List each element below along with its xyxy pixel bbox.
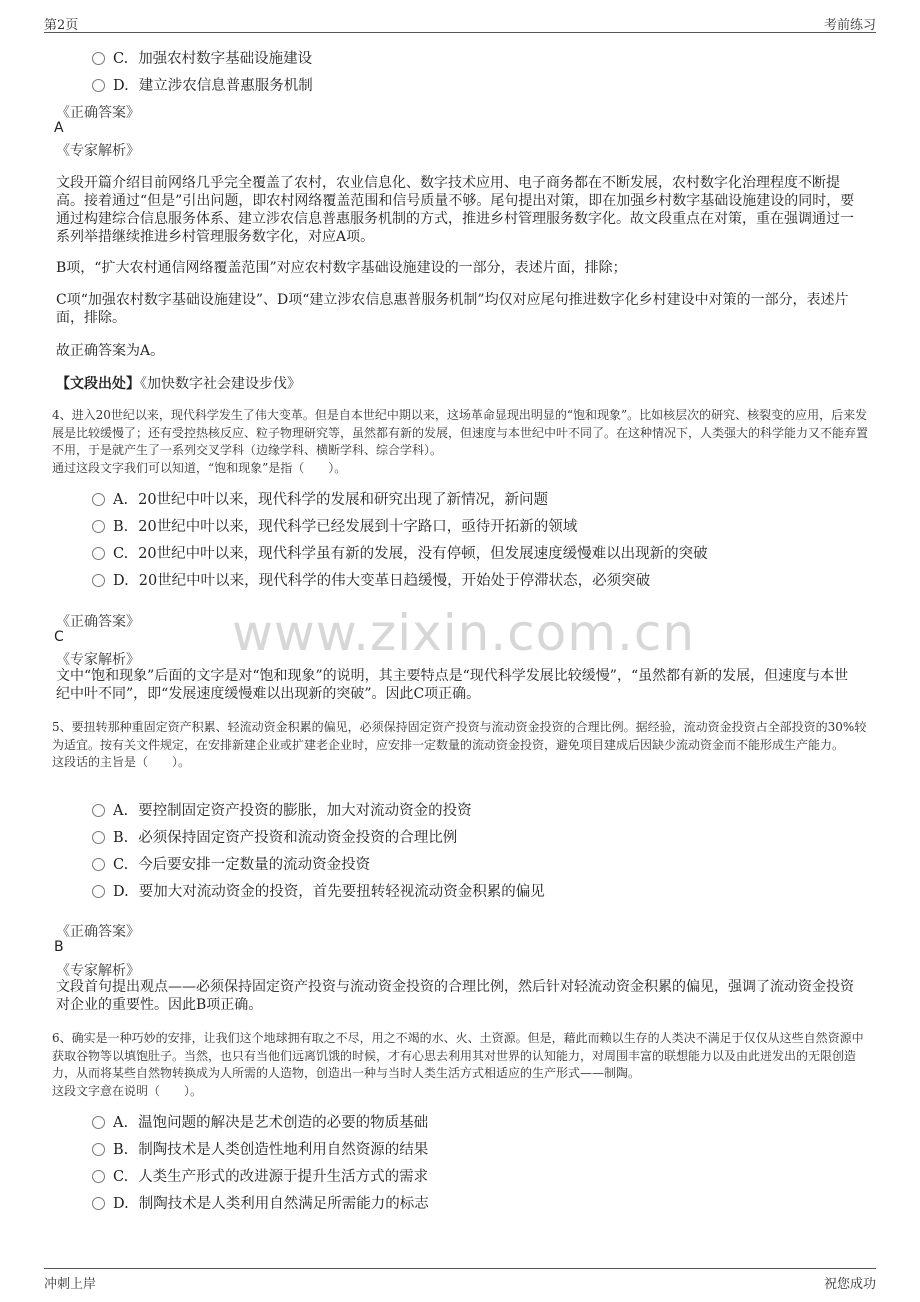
- answer-value: C: [54, 629, 64, 645]
- radio-icon[interactable]: [92, 547, 105, 560]
- q6-option-d[interactable]: D. 制陶技术是人类利用自然满足所需能力的标志: [92, 1192, 429, 1213]
- radio-icon[interactable]: [92, 885, 105, 898]
- radio-icon[interactable]: [92, 858, 105, 871]
- radio-icon[interactable]: [92, 493, 105, 506]
- analysis-paragraph: 文段首句提出观点——必须保持固定资产投资与流动资金投资的合理比例，然后针对轻流动资金积累的偏见，强调了流动资金投资对企业的重要性。因此B项正确。: [56, 979, 854, 1013]
- answer-value: B: [54, 939, 64, 955]
- q5-option-d[interactable]: D. 要加大对流动资金的投资，首先要扭转轻视流动资金积累的偏见: [92, 880, 545, 901]
- q4-option-d[interactable]: D. 20世纪中叶以来，现代科学的伟大变革日趋缓慢，开始处于停滞状态，必须突破: [92, 569, 650, 590]
- q3-option-c[interactable]: C. 加强农村数字基础设施建设: [92, 47, 312, 68]
- q4-option-c[interactable]: C. 20世纪中叶以来，现代科学虽有新的发展，没有停顿，但发展速度缓慢难以出现新的突破: [92, 542, 708, 563]
- q3-option-d[interactable]: D. 建立涉农信息普惠服务机制: [92, 74, 313, 95]
- radio-icon[interactable]: [92, 52, 105, 65]
- radio-icon[interactable]: [92, 1197, 105, 1210]
- analysis-paragraph: 文段开篇介绍目前网络几乎完全覆盖了农村，农业信息化、数字技术应用、电子商务都在不断发展，农村数字化治理程度不断提高。接着通过“但是”引出问题，即农村网络覆盖范围和信号质量不够。尾句提出对策，即在加强乡村数字基础设施建设的同时，要通过构建综合信息服务体系、建立涉农信息普惠服务机制的方式，推进乡村管理服务数字化。故文段重点在对策，重在强调通过一系列举措继续推进乡村管理服务数字化，对应A项。: [56, 175, 855, 245]
- radio-icon[interactable]: [92, 1116, 105, 1129]
- analysis-label: 《专家解析》: [56, 963, 140, 979]
- question-prompt: 这段话的主旨是（ ）。: [52, 755, 191, 769]
- source-tag: 【文段出处】: [56, 376, 140, 392]
- answer-label: 《正确答案》: [56, 924, 140, 940]
- footer-right-text: 祝您成功: [823, 1277, 876, 1292]
- analysis-paragraph: 故正确答案为A。: [56, 343, 165, 359]
- q5-option-a[interactable]: A. 要控制固定资产投资的膨胀，加大对流动资金的投资: [92, 799, 472, 820]
- answer-value: A: [54, 120, 64, 136]
- q4-option-a[interactable]: A. 20世纪中叶以来，现代科学的发展和研究出现了新情况，新问题: [92, 488, 548, 509]
- radio-icon[interactable]: [92, 804, 105, 817]
- analysis-paragraph: B项，“扩大农村通信网络覆盖范围”对应农村数字基础设施建设的一部分，表述片面，排除；: [56, 260, 627, 276]
- analysis-paragraph: 文中“饱和现象”后面的文字是对“饱和现象”的说明，其主要特点是“现代科学发展比较缓慢”，“虽然都有新的发展，但速度与本世纪中叶不同”，即“发展速度缓慢难以出现新的突破”。因此C项正确。: [56, 668, 849, 702]
- radio-icon[interactable]: [92, 1170, 105, 1183]
- source-title: 《加快数字社会建设步伐》: [140, 376, 301, 392]
- watermark: www.zixin.com.cn: [232, 604, 696, 662]
- header-title: 考前练习: [823, 18, 876, 33]
- q6-option-b[interactable]: B. 制陶技术是人类创造性地利用自然资源的结果: [92, 1138, 428, 1159]
- q4-option-b[interactable]: B. 20世纪中叶以来，现代科学已经发展到十字路口，亟待开拓新的领域: [92, 515, 577, 536]
- radio-icon[interactable]: [92, 1143, 105, 1156]
- source-citation: [56, 373, 301, 393]
- question-stem: 4、进入20世纪以来，现代科学发生了伟大变革。但是自本世纪中期以来，这场革命显现出明显的“饱和现象”。比如核层次的研究、核裂变的应用，后来发展是比较缓慢了；还有受控热核反应、粒子物理研究等，虽然都有新的发展，但速度与本世纪中叶不同了。在这种情况下，人类强大的科学能力又不能弃置不用，于是就产生了一系列交叉学科（边缘学科、横断学科、综合学科）。 通过这段文字我们可以知道，“饱和现象”是指（ ）。: [52, 407, 870, 477]
- question-stem: 6、确实是一种巧妙的安排，让我们这个地球拥有取之不尽，用之不竭的水、火、土资源。但是，藉此而赖以生存的人类决不满足于仅仅从这些自然资源中获取谷物等以填饱肚子。当然，也只有当他们远离饥饿的时候，才有心思去利用其对世界的认知能力，对周围丰富的联想能力以及由此迸发出的无限创造力，从而将某些自然物转换成为人所需的人造物，创造出一种与当时人类生活方式相适应的生产形式——制陶。 这段文字意在说明（ ）。: [52, 1030, 870, 1100]
- question-prompt: 通过这段文字我们可以知道，“饱和现象”是指（ ）。: [52, 460, 347, 475]
- answer-label: 《正确答案》: [56, 105, 140, 121]
- q6-option-c[interactable]: C. 人类生产形式的改进源于提升生活方式的需求: [92, 1165, 428, 1186]
- q6-option-a[interactable]: A. 温饱问题的解决是艺术创造的必要的物质基础: [92, 1111, 428, 1132]
- question-stem: 5、要扭转那种重固定资产积累、轻流动资金积累的偏见，必须保持固定资产投资与流动资金投资的合理比例。据经验，流动资金投资占全部投资的30%较为适宜。按有关文件规定，在安排新建企业或扩建老企业时，应安排一定数量的流动资金投资，避免项目建成后因缺少流动资金而不能形成生产能力。 这段话的主旨是（ ）。: [52, 719, 870, 772]
- analysis-label: 《专家解析》: [56, 143, 140, 159]
- page-footer: [44, 1268, 876, 1291]
- q5-option-b[interactable]: B. 必须保持固定资产投资和流动资金投资的合理比例: [92, 826, 457, 847]
- q5-option-c[interactable]: C. 今后要安排一定数量的流动资金投资: [92, 853, 370, 874]
- page-number: 第2页: [44, 18, 79, 33]
- radio-icon[interactable]: [92, 831, 105, 844]
- radio-icon[interactable]: [92, 520, 105, 533]
- answer-label: 《正确答案》: [56, 614, 140, 630]
- question-prompt: 这段文字意在说明（ ）。: [52, 1083, 203, 1098]
- analysis-paragraph: C项“加强农村数字基础设施建设”、D项“建立涉农信息惠普服务机制”均仅对应尾句推进数字化乡村建设中对策的一部分，表述片面，排除。: [56, 292, 849, 326]
- page-header: [44, 10, 876, 33]
- footer-left-text: 冲刺上岸: [44, 1277, 97, 1292]
- analysis-label: 《专家解析》: [56, 652, 140, 668]
- radio-icon[interactable]: [92, 574, 105, 587]
- radio-icon[interactable]: [92, 79, 105, 92]
